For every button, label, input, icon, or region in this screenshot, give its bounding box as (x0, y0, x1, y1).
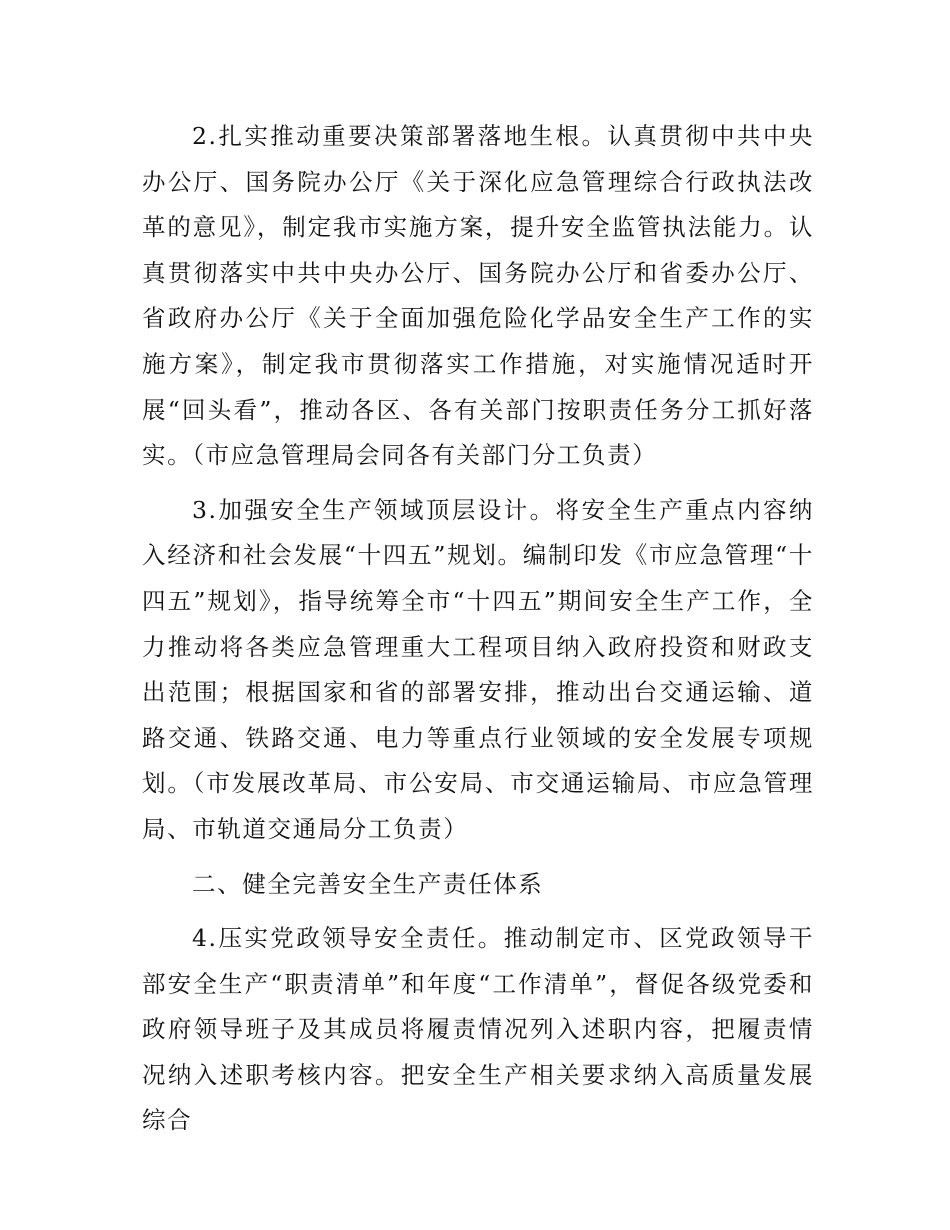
paragraph-item-4: 4.压实党政领导安全责任。推动制定市、区党政领导干部安全生产“职责清单”和年度“工作清单”，督促各级党委和政府领导班子及其成员将履责情况列入述职内容，把履责情况纳入述职考核内容。把安全生产相关要求纳入高质量发展综合 (142, 924, 814, 1135)
section-heading: 二、健全完善安全生产责任体系 (192, 869, 544, 898)
paragraph-item-2: 2.扎实推动重要决策部署落地生根。认真贯彻中共中央办公厅、国务院办公厅《关于深化应急管理综合行政执法改革的意见》，制定我市实施方案，提升安全监管执法能力。认真贯彻落实中共中央办公厅、国务院办公厅和省委办公厅、省政府办公厅《关于全面加强危险化学品安全生产工作的实施方案》，制定我市贯彻落实工作措施，对实施情况适时开展“回头看”，推动各区、各有关部门按职责任务分工抓好落实。（市应急管理局会同各有关部门分工负责） (142, 122, 814, 470)
paragraph-item-3: 3.加强安全生产领域顶层设计。将安全生产重点内容纳入经济和社会发展“十四五”规划。编制印发《市应急管理“十四五”规划》，指导统筹全市“十四五”期间安全生产工作，全力推动将各类应急管理重大工程项目纳入政府投资和财政支出范围；根据国家和省的部署安排，推动出台交通运输、道路交通、铁路交通、电力等重点行业领域的安全发展专项规划。（市发展改革局、市公安局、市交通运输局、市应急管理局、市轨道交通局分工负责） (142, 495, 814, 843)
document-body (142, 114, 814, 1144)
